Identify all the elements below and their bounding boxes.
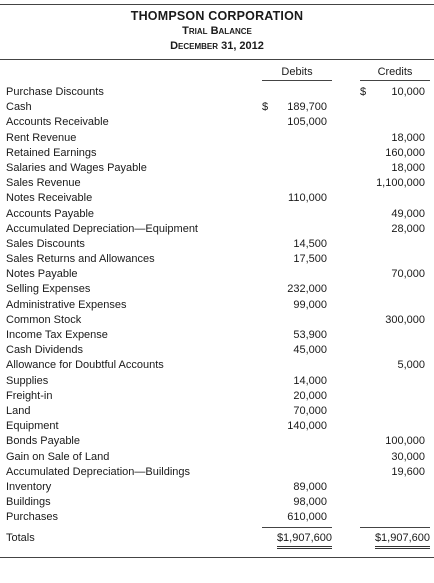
table-row bbox=[0, 480, 434, 495]
credit-value: 1,100,000 bbox=[376, 177, 425, 190]
report-date: December 31, 2012 bbox=[170, 40, 264, 52]
totals-label: Totals bbox=[6, 532, 35, 544]
debit-value: 105,000 bbox=[287, 116, 327, 129]
credits-header-rule bbox=[360, 80, 430, 81]
table-row bbox=[0, 495, 434, 510]
table-row bbox=[0, 191, 434, 206]
debit-value: 98,000 bbox=[293, 496, 327, 509]
report-title: Trial Balance bbox=[182, 25, 252, 37]
account-name: Sales Discounts bbox=[6, 237, 85, 250]
table-row bbox=[0, 434, 434, 449]
debit-value: 17,500 bbox=[293, 253, 327, 266]
debits-column-header: Debits bbox=[281, 66, 313, 78]
credits-subtotal-rule bbox=[360, 527, 430, 528]
account-name: Sales Revenue bbox=[6, 177, 81, 190]
table-row bbox=[0, 450, 434, 465]
account-name: Cash bbox=[6, 101, 32, 114]
account-name: Gain on Sale of Land bbox=[6, 450, 110, 463]
account-name: Buildings bbox=[6, 496, 51, 509]
totals-debit: $1,907,600 bbox=[277, 530, 332, 549]
table-row bbox=[0, 374, 434, 389]
debit-value: 53,900 bbox=[293, 329, 327, 341]
credit-value: 19,600 bbox=[391, 465, 425, 478]
debits-header-rule bbox=[262, 80, 332, 81]
account-name: Accumulated Depreciation—Buildings bbox=[6, 465, 191, 478]
account-name: Sales Returns and Allowances bbox=[6, 253, 155, 266]
debit-value: 110,000 bbox=[288, 192, 327, 205]
table-row bbox=[0, 252, 434, 267]
credit-value: 70,000 bbox=[391, 268, 425, 281]
table-row bbox=[0, 510, 434, 525]
table-row bbox=[0, 328, 434, 343]
table-row bbox=[0, 146, 434, 161]
table-row bbox=[0, 176, 434, 191]
credit-value: 30,000 bbox=[391, 450, 425, 463]
debit-value: 140,000 bbox=[287, 420, 327, 433]
account-name: Notes Receivable bbox=[6, 192, 93, 205]
account-name: Purchase Discounts bbox=[6, 86, 104, 98]
account-name: Allowance for Doubtful Accounts bbox=[6, 359, 164, 372]
credit-value: 100,000 bbox=[385, 435, 425, 448]
table-row bbox=[0, 85, 434, 100]
debit-value: 70,000 bbox=[293, 404, 327, 417]
totals-row bbox=[0, 530, 434, 546]
company-name: THOMPSON CORPORATION bbox=[130, 9, 304, 23]
account-name: Notes Payable bbox=[6, 268, 78, 281]
table-row bbox=[0, 100, 434, 115]
debit-value: 20,000 bbox=[293, 389, 327, 402]
table-row bbox=[0, 282, 434, 297]
debit-value: 89,000 bbox=[293, 480, 327, 493]
table-row bbox=[0, 115, 434, 130]
account-name: Supplies bbox=[6, 374, 49, 387]
account-name: Income Tax Expense bbox=[6, 329, 108, 341]
account-name: Retained Earnings bbox=[6, 146, 97, 159]
account-name: Freight-in bbox=[6, 389, 53, 402]
credit-value: 10,000 bbox=[391, 86, 425, 98]
dollar-sign: $ bbox=[262, 101, 269, 114]
credit-value: 160,000 bbox=[385, 146, 425, 159]
account-name: Accumulated Depreciation—Equipment bbox=[6, 222, 198, 235]
top-rule bbox=[0, 4, 434, 5]
debit-value: 99,000 bbox=[293, 298, 327, 311]
credit-value: 5,000 bbox=[397, 359, 425, 372]
table-row bbox=[0, 358, 434, 373]
account-name: Salaries and Wages Payable bbox=[6, 161, 147, 174]
debit-value: 14,500 bbox=[293, 237, 327, 250]
account-name: Accounts Receivable bbox=[6, 116, 109, 129]
account-name: Land bbox=[6, 404, 31, 417]
account-name: Common Stock bbox=[6, 313, 82, 326]
table-row bbox=[0, 389, 434, 404]
table-row bbox=[0, 131, 434, 146]
table-row bbox=[0, 222, 434, 237]
table-row bbox=[0, 465, 434, 480]
credit-value: 300,000 bbox=[385, 313, 425, 326]
table-row bbox=[0, 237, 434, 252]
totals-credit: $1,907,600 bbox=[375, 530, 430, 549]
account-name: Cash Dividends bbox=[6, 344, 84, 357]
account-name: Inventory bbox=[6, 480, 52, 493]
credit-value: 18,000 bbox=[391, 131, 425, 144]
table-row bbox=[0, 207, 434, 222]
table-row bbox=[0, 404, 434, 419]
debit-value: 189,700 bbox=[287, 101, 327, 114]
header-rule bbox=[0, 59, 434, 60]
debit-value: 14,000 bbox=[293, 374, 327, 387]
table-row bbox=[0, 161, 434, 176]
credit-value: 28,000 bbox=[391, 222, 425, 235]
credits-column-header: Credits bbox=[377, 66, 413, 78]
debits-subtotal-rule bbox=[262, 527, 332, 528]
table-row bbox=[0, 313, 434, 328]
bottom-rule bbox=[0, 557, 434, 558]
debit-value: 610,000 bbox=[287, 511, 327, 524]
table-row bbox=[0, 267, 434, 282]
credit-value: 49,000 bbox=[391, 207, 425, 220]
dollar-sign: $ bbox=[360, 86, 367, 98]
account-name: Purchases bbox=[6, 511, 58, 524]
account-name: Rent Revenue bbox=[6, 131, 77, 144]
account-name: Administrative Expenses bbox=[6, 298, 127, 311]
account-name: Equipment bbox=[6, 420, 59, 433]
debit-value: 232,000 bbox=[287, 283, 327, 296]
account-name: Accounts Payable bbox=[6, 207, 95, 220]
table-row bbox=[0, 298, 434, 313]
account-name: Selling Expenses bbox=[6, 283, 91, 296]
table-row bbox=[0, 419, 434, 434]
table-row bbox=[0, 343, 434, 358]
credit-value: 18,000 bbox=[391, 161, 425, 174]
debit-value: 45,000 bbox=[293, 344, 327, 357]
account-name: Bonds Payable bbox=[6, 435, 80, 448]
account-rows bbox=[0, 85, 434, 525]
